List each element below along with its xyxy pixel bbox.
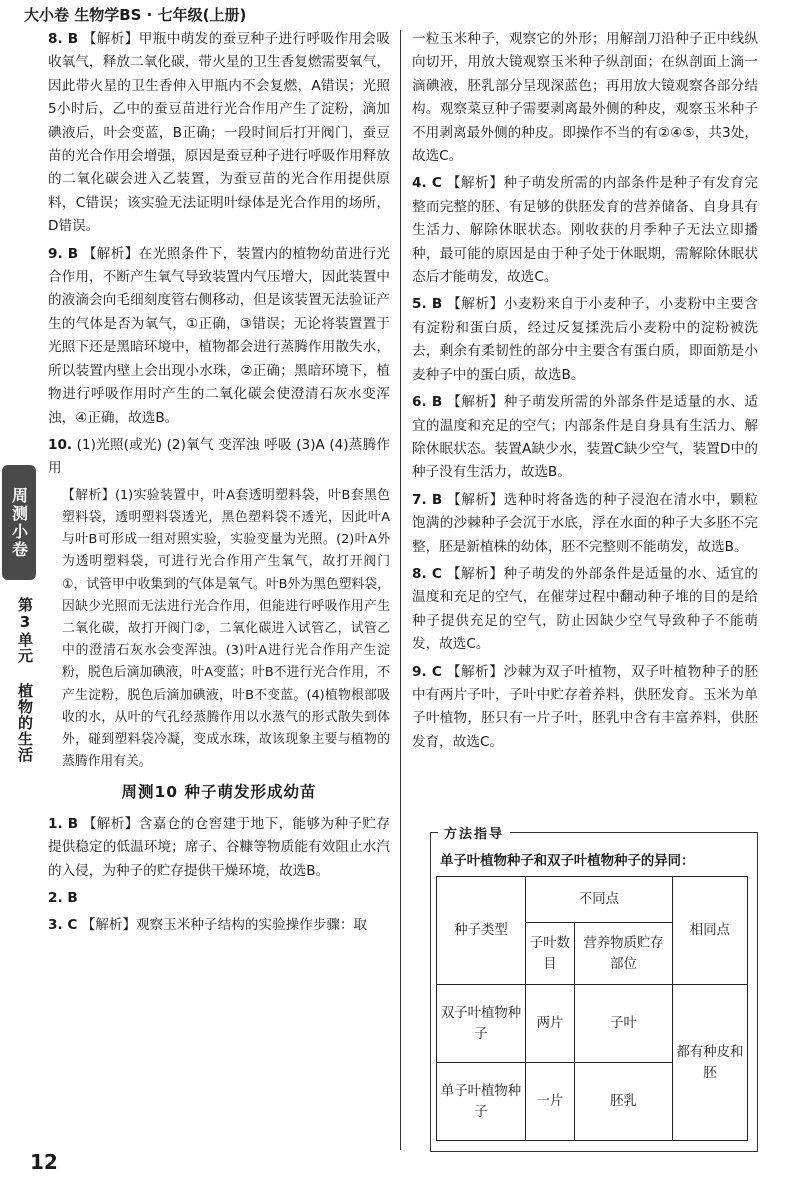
answer-9-w10 <box>412 661 758 755</box>
method-guide-caption: 单子叶植物种子和双子叶植物种子的异同： <box>440 854 695 869</box>
table-header-storage-location: 营养物质贮存部位 <box>575 923 673 985</box>
left-column <box>48 28 390 942</box>
answer-number: 9. C <box>412 663 442 680</box>
table-cell-dicot-storage: 子叶 <box>575 985 673 1063</box>
answer-text: 一粒玉米种子，观察它的外形；用解剖刀沿种子正中线纵向切开，用放大镜观察玉米种子纵剖面；在纵剖面上滴一滴碘液，胚乳部分呈现深蓝色；再用放大镜观察各部分结构。观察菜豆种子需要剥离最外侧的种皮，观察玉米种子不用剥离最外侧的种皮。即操作不当的有②④⑤，共3处，故选C。 <box>412 31 758 165</box>
answer-7 <box>412 489 758 559</box>
answer-text: 【解析】含嘉仓的仓窖建于地下，能够为种子贮存提供稳定的低温环境；席子、谷糠等物质能有效阻止水汽的入侵，为种子的贮存提供干燥环境，故选B。 <box>48 815 391 879</box>
table-header-cotyledon-count: 子叶数目 <box>526 923 575 985</box>
answer-10-analysis <box>62 485 390 774</box>
answer-text: 【解析】种子萌发所需的外部条件是适量的水、适宜的温度和充足的空气；内部条件是自身具有生活力、解除休眠状态。装置A缺少水，装置C缺少空气，装置D中的种子没有生活力，故选B。 <box>412 394 759 481</box>
answer-text: 【解析】甲瓶中萌发的蚕豆种子进行呼吸作用会吸收氧气，释放二氧化碳，带火星的卫生香复燃需要氧气，因此带火星的卫生香伸入甲瓶内不会复燃，A错误；光照5小时后，乙中的蚕豆苗进行光合作用产生了淀粉，滴加碘液后，叶会变蓝，B正确；一段时间后打开阀门，蚕豆苗的光合作用会增强，原因是蚕豆种子进行呼吸作用释放的二氧化碳会进入乙装置，为蚕豆苗的光合作用提供原料，C错误；该实验无法证明叶绿体是光合作用的场所，D错误。 <box>48 31 391 235</box>
column-divider <box>400 30 401 1150</box>
answer-w10-1 <box>48 813 390 883</box>
method-guide-label: 方法指导 <box>438 823 510 842</box>
answer-5 <box>412 293 758 387</box>
answer-number: 6. B <box>412 394 443 411</box>
seed-comparison-table <box>436 876 748 1141</box>
answer-number: 2. B <box>48 889 78 906</box>
table-cell-dicot-type: 双子叶植物种子 <box>437 985 526 1063</box>
answer-number: 4. C <box>412 175 442 192</box>
right-column <box>412 28 758 758</box>
table-cell-monocot-storage: 胚乳 <box>575 1063 673 1141</box>
answer-number: 1. B <box>48 815 79 832</box>
answer-number: 8. B <box>48 31 79 47</box>
answer-number: 10. <box>48 436 73 453</box>
sidebar-tab-weekly-test: 周测小卷 <box>2 465 36 580</box>
answer-text: (1)光照(或光) (2)氧气 变浑浊 呼吸 (3)A (4)蒸腾作用 <box>48 436 390 477</box>
answer-10 <box>48 434 390 481</box>
table-header-seed-type: 种子类型 <box>437 877 526 985</box>
table-cell-dicot-cotyledon: 两片 <box>526 985 575 1063</box>
answer-text: 【解析】(1)实验装置中，叶A套透明塑料袋，叶B套黑色塑料袋，透明塑料袋透光，黑色塑料袋不透光，因此叶A与叶B可形成一组对照实验，实验变量为光照。(2)叶A外为透明塑料袋，可进行光合作用产生氧气，故打开阀门①，试管甲中收集到的气体是氧气。叶B外为黑色塑料袋，因缺少光照而无法进行光合作用，但能进行呼吸作用产生二氧化碳，故打开阀门②，二氧化碳进入试管乙，试管乙中的澄清石灰水会变浑浊。(3)叶A进行光合作用产生淀粉，脱色后滴加碘液，叶A变蓝；叶B不进行光合作用，不产生淀粉，脱色后滴加碘液，叶B不变蓝。(4)植物根部吸收的水，从叶的气孔经蒸腾作用以水蒸气的形式散失到体外，碰到塑料袋冷凝，变成水珠，故该现象主要与植物的蒸腾作用有关。 <box>62 487 390 770</box>
answer-number: 9. B <box>48 245 79 262</box>
answer-number: 3. C <box>48 917 78 934</box>
answer-9 <box>48 243 390 430</box>
answer-6 <box>412 391 758 485</box>
answer-text: 【解析】种子萌发的外部条件是适量的水、适宜的温度和充足的空气，在催芽过程中翻动种子堆的目的是给种子提供充足的空气，防止因缺少空气导致种子不能萌发，故选C。 <box>412 565 759 653</box>
table-cell-monocot-cotyledon: 一片 <box>526 1063 575 1141</box>
sidebar-unit-label: 第3单元 植物的生活 <box>16 597 34 763</box>
page-header: 大小卷 生物学BS · 七年级(上册) <box>24 6 247 24</box>
table-cell-monocot-type: 单子叶植物种子 <box>437 1063 526 1141</box>
section-title: 周测10 种子萌发形成幼苗 <box>121 783 317 802</box>
table-header-differences: 不同点 <box>526 877 673 923</box>
answer-number: 7. B <box>412 491 443 508</box>
answer-w10-3 <box>48 914 390 937</box>
answer-text: 【解析】小麦粉来自于小麦种子，小麦粉中主要含有淀粉和蛋白质，经过反复揉洗后小麦粉中的淀粉被洗去，剩余有柔韧性的部分中主要含有蛋白质，即面筋是小麦种子中的蛋白质，故选B。 <box>412 296 759 383</box>
table-cell-similarity: 都有种皮和胚 <box>673 985 748 1141</box>
answer-text: 【解析】种子萌发所需的内部条件是种子有发育完整而完整的胚、有足够的供胚发育的营养储备、自身具有生活力、解除休眠状态。刚收获的月季种子无法立即播种，最可能的原因是由于种子处于休眠期，需解除休眠状态后才能萌发，故选C。 <box>412 175 759 286</box>
answer-number: 5. B <box>412 296 443 313</box>
answer-8 <box>48 28 390 239</box>
answer-text: 【解析】观察玉米种子结构的实验操作步骤：取 <box>81 917 368 934</box>
answer-8-w10 <box>412 563 758 657</box>
answer-3-continued <box>412 28 758 168</box>
table-header-similarities: 相同点 <box>673 877 748 985</box>
page-number: 12 <box>30 1150 58 1174</box>
answer-number: 8. C <box>412 565 442 582</box>
answer-4 <box>412 172 758 289</box>
sidebar <box>0 455 40 770</box>
answer-w10-2 <box>48 887 390 910</box>
answer-text: 【解析】沙棘为双子叶植物，双子叶植物种子的胚中有两片子叶，子叶中贮存着养料，供胚发育。玉米为单子叶植物，胚只有一片子叶，胚乳中含有丰富养料，供胚发育，故选C。 <box>412 663 759 750</box>
answer-text: 【解析】选种时将备选的种子浸泡在清水中，颗粒饱满的沙棘种子会沉于水底，浮在水面的种子大多胚不完整，胚是新植株的幼体，胚不完整则不能萌发，故选B。 <box>412 491 759 555</box>
answer-text: 【解析】在光照条件下，装置内的植物幼苗进行光合作用，不断产生氧气导致装置内气压增大，因此装置中的液滴会向毛细刻度管右侧移动，但是该装置无法验证产生的气体是否为氧气，①正确，③错误；无论将装置置于光照下还是黑暗环境中，植物都会进行蒸腾作用散失水，所以装置内壁上会出现小水珠，②正确；黑暗环境下，植物进行呼吸作用时产生的二氧化碳会使澄清石灰水变浑浊，④正确，故选B。 <box>48 245 391 426</box>
